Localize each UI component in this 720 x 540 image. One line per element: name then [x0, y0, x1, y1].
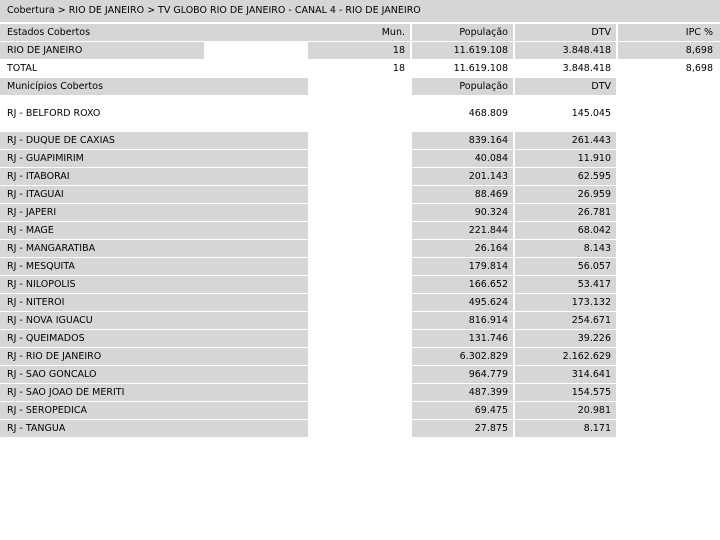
header-municipios: Municípios Cobertos	[0, 78, 308, 95]
municipio-name: RJ - ITAGUAI	[0, 186, 308, 203]
municipios-header-row	[0, 78, 720, 95]
municipio-row	[0, 132, 720, 149]
municipio-populacao: 40.084	[412, 150, 513, 167]
total-ipc: 8,698	[685, 63, 713, 74]
header-mun-dtv: DTV	[515, 78, 616, 95]
municipio-dtv: 145.045	[571, 108, 611, 119]
municipio-row	[0, 186, 720, 203]
estado-row	[0, 42, 720, 59]
municipio-name: RJ - NILOPOLIS	[0, 276, 308, 293]
municipio-populacao: 179.814	[412, 258, 513, 275]
municipio-name: RJ - BELFORD ROXO	[7, 108, 101, 119]
municipio-dtv: 173.132	[515, 294, 616, 311]
municipio-row	[0, 348, 720, 365]
municipio-populacao: 26.164	[412, 240, 513, 257]
municipio-populacao: 6.302.829	[412, 348, 513, 365]
municipio-row	[0, 294, 720, 311]
municipio-row	[0, 330, 720, 347]
header-dtv: DTV	[515, 24, 616, 41]
header-mun-populacao: População	[412, 78, 513, 95]
municipio-row	[0, 312, 720, 329]
estado-populacao: 11.619.108	[412, 42, 513, 59]
municipio-populacao: 131.746	[412, 330, 513, 347]
header-estados: Estados Cobertos	[0, 24, 308, 41]
municipio-dtv: 20.981	[515, 402, 616, 419]
municipio-populacao: 201.143	[412, 168, 513, 185]
municipio-name: RJ - JAPERI	[0, 204, 308, 221]
municipio-dtv: 261.443	[515, 132, 616, 149]
municipio-dtv: 68.042	[515, 222, 616, 239]
municipio-name: RJ - NOVA IGUACU	[0, 312, 308, 329]
total-dtv: 3.848.418	[562, 63, 611, 74]
municipio-name: RJ - MAGE	[0, 222, 308, 239]
municipio-name: RJ - QUEIMADOS	[0, 330, 308, 347]
header-populacao: População	[412, 24, 513, 41]
breadcrumb: Cobertura > RIO DE JANEIRO > TV GLOBO RIO DE JANEIRO - CANAL 4 - RIO DE JANEIRO	[0, 0, 720, 22]
municipio-name: RJ - MESQUITA	[0, 258, 308, 275]
municipio-row	[0, 366, 720, 383]
municipio-dtv: 62.595	[515, 168, 616, 185]
municipio-dtv: 26.781	[515, 204, 616, 221]
municipio-row	[0, 384, 720, 401]
header-mun: Mun.	[308, 24, 410, 41]
total-mun: 18	[392, 63, 405, 74]
municipio-dtv: 314.641	[515, 366, 616, 383]
municipio-dtv: 8.171	[515, 420, 616, 437]
municipio-row	[0, 204, 720, 221]
municipio-dtv: 11.910	[515, 150, 616, 167]
municipio-populacao: 495.624	[412, 294, 513, 311]
municipio-populacao: 69.475	[412, 402, 513, 419]
municipio-dtv: 26.959	[515, 186, 616, 203]
municipio-row	[0, 402, 720, 419]
municipio-name: RJ - ITABORAI	[0, 168, 308, 185]
municipio-dtv: 254.671	[515, 312, 616, 329]
estado-mun: 18	[308, 42, 410, 59]
municipio-row	[0, 222, 720, 239]
municipio-row	[0, 420, 720, 437]
municipio-populacao: 166.652	[412, 276, 513, 293]
municipio-populacao: 90.324	[412, 204, 513, 221]
total-populacao: 11.619.108	[453, 63, 508, 74]
header-ipc: IPC %	[618, 24, 720, 41]
municipio-populacao: 964.779	[412, 366, 513, 383]
municipio-populacao: 88.469	[412, 186, 513, 203]
municipio-name: RJ - SEROPEDICA	[0, 402, 308, 419]
municipio-populacao: 816.914	[412, 312, 513, 329]
municipio-row	[0, 240, 720, 257]
municipio-row	[0, 150, 720, 167]
estado-name: RIO DE JANEIRO	[0, 42, 204, 59]
municipio-populacao: 468.809	[468, 108, 508, 119]
municipio-dtv: 39.226	[515, 330, 616, 347]
municipio-row	[0, 168, 720, 185]
total-label: TOTAL	[7, 63, 38, 74]
municipio-dtv: 8.143	[515, 240, 616, 257]
municipio-row	[0, 96, 720, 131]
municipio-populacao: 487.399	[412, 384, 513, 401]
estado-ipc: 8,698	[618, 42, 720, 59]
municipio-populacao: 27.875	[412, 420, 513, 437]
municipio-populacao: 839.164	[412, 132, 513, 149]
municipio-row	[0, 258, 720, 275]
estado-dtv: 3.848.418	[515, 42, 616, 59]
municipio-dtv: 2.162.629	[515, 348, 616, 365]
municipio-name: RJ - SAO GONCALO	[0, 366, 308, 383]
municipio-name: RJ - TANGUA	[0, 420, 308, 437]
municipio-row	[0, 276, 720, 293]
municipio-name: RJ - RIO DE JANEIRO	[0, 348, 308, 365]
municipio-name: RJ - NITEROI	[0, 294, 308, 311]
municipio-dtv: 56.057	[515, 258, 616, 275]
municipio-name: RJ - GUAPIMIRIM	[0, 150, 308, 167]
municipio-populacao: 221.844	[412, 222, 513, 239]
municipio-dtv: 154.575	[515, 384, 616, 401]
total-row	[0, 60, 720, 77]
municipio-name: RJ - SAO JOAO DE MERITI	[0, 384, 308, 401]
municipio-name: RJ - MANGARATIBA	[0, 240, 308, 257]
municipio-name: RJ - DUQUE DE CAXIAS	[0, 132, 308, 149]
estados-header-row	[0, 24, 720, 41]
municipio-dtv: 53.417	[515, 276, 616, 293]
